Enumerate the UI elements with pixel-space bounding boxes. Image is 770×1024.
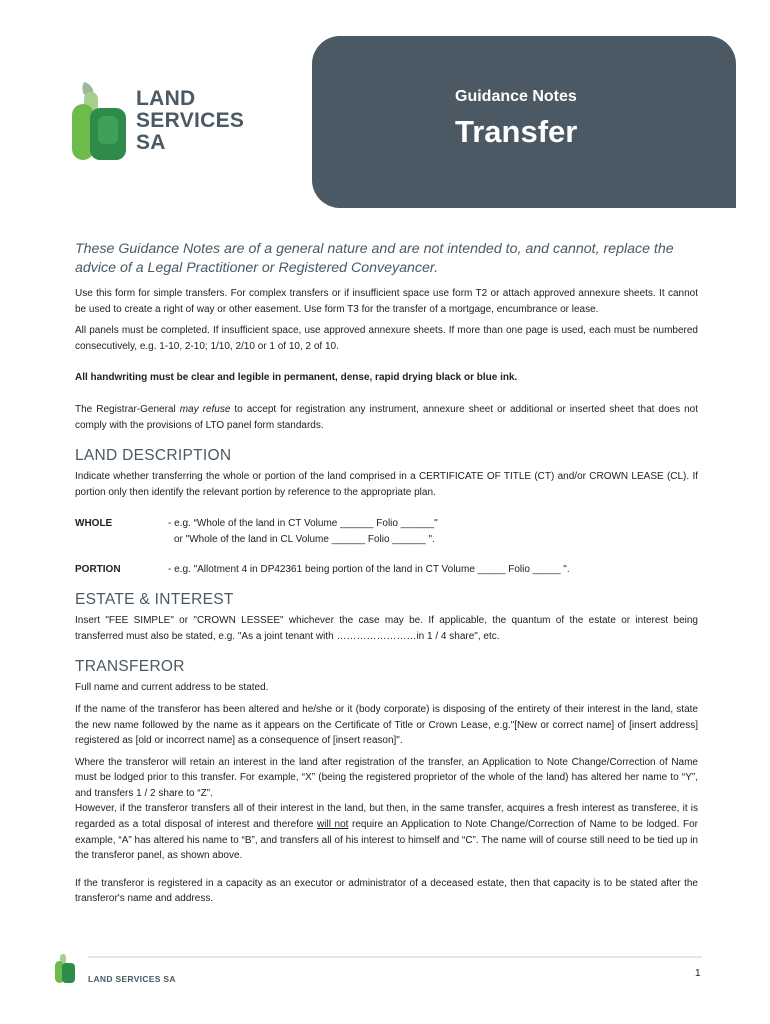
portion-label: PORTION (75, 563, 121, 575)
title-banner (312, 36, 736, 208)
heading-land-description: LAND DESCRIPTION (75, 447, 232, 465)
document-body (75, 240, 698, 913)
logo-leaf-icon (70, 82, 132, 166)
land-description-text: Indicate whether transferring the whole or portion of the land comprised in a CERTIFICATE OF TITLE (CT) and/or CROWN LEASE (CL). If portion only then identify the relevant portion by reference to the appropriate plan. (75, 471, 698, 498)
paragraph-simple-transfers: Use this form for simple transfers. For complex transfers or if insufficient space use form T2 or attach approved annexure sheets. It cannot be used to create a right of way or other easement. Use form T3 for the transfer of a mortgage, encumbrance or lease. (75, 288, 698, 315)
heading-transferor: TRANSFEROR (75, 658, 185, 676)
document-title: Transfer (455, 114, 578, 149)
transferor-text-4 (75, 801, 698, 863)
transferor-text-3: Where the transferor will retain an interest in the land after registration of the transfer, an Application to Note Change/Correction of Name must be lodged prior to this transfer. For example, “X” (being the registered proprietor of the whole of the land) has altered her name to “Y”, and transfers 1 / 2 share to “Z”. (75, 756, 698, 799)
paragraph-panels: All panels must be completed. If insufficient space, use approved annexure sheets. If more than one page is used, each must be numbered consecutively, e.g. 1-10, 2-10; 1/10, 2/10 or 1 of 10, 2 of 10. (75, 325, 698, 352)
logo-wordmark (136, 88, 244, 154)
registrar-text-a: The Registrar-General (75, 403, 180, 415)
whole-example (168, 516, 698, 547)
footer-brand: LAND SERVICES SA (88, 974, 176, 984)
registrar-text-c: to accept for registration any instrument, annexure sheet or additional or inserted sheet that does not comply with the provisions of LTO panel form standards. (75, 403, 699, 431)
paragraph-handwriting: All handwriting must be clear and legible in permanent, dense, rapid drying black or blue ink. (75, 372, 518, 384)
document-subtitle: Guidance Notes (455, 88, 577, 105)
logo-line-3: SA (136, 131, 166, 154)
transferor-emphasis: will not (317, 819, 349, 831)
transferor-text-4c: require an Application to Note Change/Correction of Name to be lodged. For example, “A” has altered his name to “B”, and transfers all of his interest to himself and “C”. The name will of course still need to be tied up in the transferor panel, as shown above. (75, 819, 698, 862)
heading-estate-interest: ESTATE & INTEREST (75, 591, 234, 609)
registrar-emphasis: may refuse (179, 403, 231, 415)
page-number: 1 (695, 968, 701, 979)
portion-example: - e.g. "Allotment 4 in DP42361 being portion of the land in CT Volume _____ Folio _____ ". (168, 563, 570, 575)
footer-divider (88, 956, 702, 958)
logo-line-1: LAND (136, 87, 196, 110)
footer-logo-icon (54, 954, 76, 984)
whole-example-line-2: or "Whole of the land in CL Volume ______ Folio ______ ". (174, 533, 435, 545)
whole-example-row (75, 516, 698, 547)
logo-line-2: SERVICES (136, 109, 245, 132)
paragraph-registrar (75, 402, 698, 433)
page-footer (52, 952, 702, 992)
transferor-text-4a: However, if the transferor transfers all of their interest in the land, but then, in the same transfer, acquires a fresh interest as transferee, it is regarded as a total disposal of interest and therefore (75, 803, 698, 831)
transferor-text-1: Full name and current address to be stated. (75, 682, 269, 694)
estate-interest-text: Insert "FEE SIMPLE" or "CROWN LESSEE" whichever the case may be. If applicable, the quantum of the estate or interest being transferred must also be stated, e.g. "As a joint tenant with ……………………in 1 / 4 share", etc. (75, 615, 698, 642)
portion-example-row (75, 562, 698, 578)
whole-label: WHOLE (75, 518, 113, 530)
transferor-text-2: If the name of the transferor has been altered and he/she or it (body corporate) is disposing of the entirety of their interest in the land, state the new name followed by the name as it appears on the Certificate of Title or Crown Lease, e.g."[New or correct name] of [insert address] registered as [old or incorrect name] as a consequence of [insert reason]". (75, 703, 698, 747)
whole-example-line-1: - e.g. “Whole of the land in CT Volume ______ Folio ______" (168, 518, 438, 530)
land-services-logo (70, 82, 260, 166)
intro-disclaimer: These Guidance Notes are of a general nature and are not intended to, and cannot, replace the advice of a Legal Practitioner or Registered Conveyancer. (75, 241, 674, 276)
transferor-text-5: If the transferor is registered in a capacity as an executor or administrator of a deceased estate, then that capacity is to be stated after the transferor's name and address. (75, 877, 698, 905)
